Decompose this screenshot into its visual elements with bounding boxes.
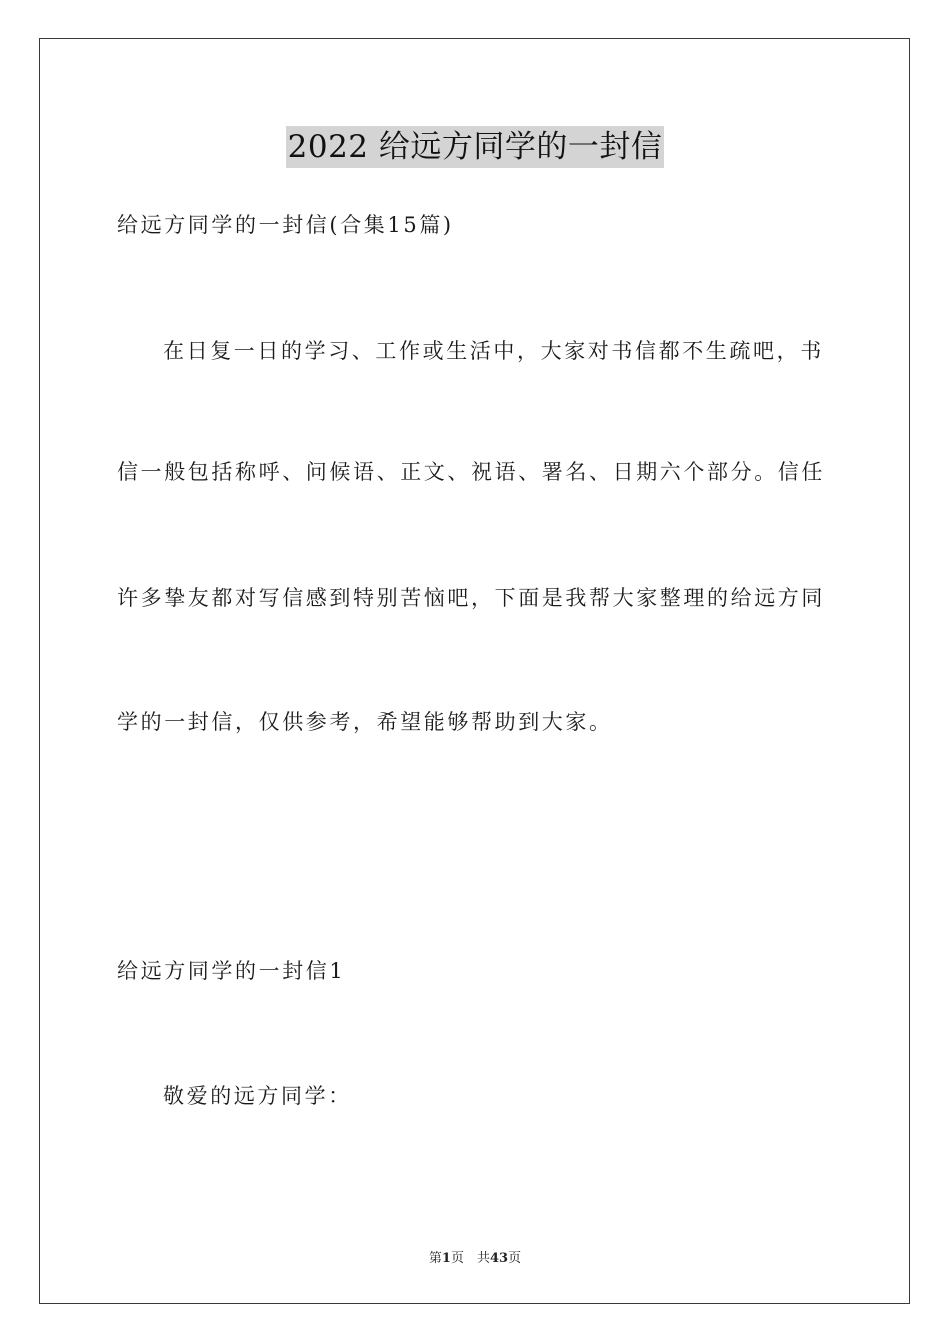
section-heading: 给远方同学的一封信1 bbox=[117, 959, 346, 983]
document-subtitle: 给远方同学的一封信(合集15篇) bbox=[117, 213, 454, 237]
footer-page-number: 1 bbox=[441, 1251, 451, 1266]
intro-line-2: 信一般包括称呼、问候语、正文、祝语、署名、日期六个部分。信任 bbox=[117, 460, 825, 484]
intro-line-1: 在日复一日的学习、工作或生活中，大家对书信都不生疏吧，书 bbox=[163, 339, 824, 363]
footer-total-pages: 43 bbox=[489, 1251, 509, 1266]
salutation: 敬爱的远方同学： bbox=[163, 1084, 352, 1108]
footer-prefix: 第 bbox=[428, 1251, 442, 1266]
intro-line-3: 许多挚友都对写信感到特别苦恼吧，下面是我帮大家整理的给远方同 bbox=[117, 586, 825, 610]
footer-mid: 页 共 bbox=[450, 1251, 490, 1266]
document-title: 2022 给远方同学的一封信 bbox=[286, 126, 665, 168]
footer-suffix: 页 bbox=[508, 1251, 522, 1266]
page-footer bbox=[0, 1247, 950, 1266]
title-container bbox=[0, 126, 950, 168]
intro-line-4: 学的一封信，仅供参考，希望能够帮助到大家。 bbox=[117, 710, 613, 734]
